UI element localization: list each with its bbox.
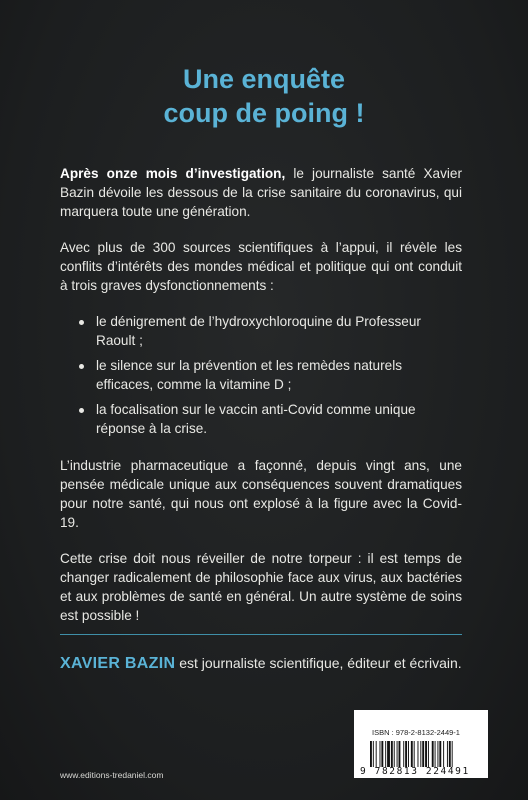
intro-rest: le journaliste santé Xavier Bazin dévoile les dessous de la crise sanitaire du coronavirus, qui marquera toute une génération.	[60, 166, 463, 219]
bullet-text: la focalisation sur le vaccin anti-Covid comme unique réponse à la crise.	[96, 402, 416, 436]
author-name: XAVIER BAZIN	[60, 655, 176, 672]
intro-paragraph	[60, 164, 462, 221]
list-item	[60, 356, 462, 394]
list-item	[60, 312, 462, 350]
bullet-icon	[79, 364, 84, 369]
list-item	[60, 400, 462, 438]
paragraph-crisis: Cette crise doit nous réveiller de notre torpeur : il est temps de changer radicalement de philosophie face aux virus, aux bactéries et aux problèmes de santé en général. Un autre système de soins est possible !	[60, 551, 462, 623]
headline	[0, 62, 528, 130]
bullet-icon	[79, 408, 84, 413]
bullet-icon	[79, 320, 84, 325]
paragraph-sources: Avec plus de 300 sources scientifiques à l’appui, il révèle les conflits d’intérêts des mondes médical et politique qui ont conduit à trois graves dysfonctionnements :	[60, 240, 462, 293]
divider	[60, 634, 462, 635]
paragraph-industry: L’industrie pharmaceutique a façonné, depuis vingt ans, une pensée médicale unique aux conséquences souvent dramatiques pour notre santé, qui nous ont explosé à la figure avec la Covid-19.	[60, 458, 462, 530]
barcode-box	[354, 710, 488, 778]
bullet-text: le silence sur la prévention et les remèdes naturels efficaces, comme la vitamine D ;	[96, 358, 403, 392]
barcode-icon	[370, 741, 482, 767]
barcode-digits: 9 782813 224491	[360, 766, 470, 777]
author-description: est journaliste scientifique, éditeur et écrivain.	[175, 655, 462, 671]
author-bio	[60, 654, 480, 673]
bullet-text: le dénigrement de l’hydroxychloroquine du Professeur Raoult ;	[96, 314, 421, 348]
headline-line-2: coup de poing !	[163, 98, 365, 128]
bullet-list	[60, 312, 462, 438]
publisher-website: www.editions-tredaniel.com	[60, 770, 164, 780]
isbn-label: ISBN : 978-2-8132-2449-1	[372, 728, 460, 737]
blurb	[60, 164, 462, 625]
headline-line-1: Une enquête	[182, 64, 346, 94]
intro-bold: Après onze mois d’investigation,	[60, 166, 286, 181]
